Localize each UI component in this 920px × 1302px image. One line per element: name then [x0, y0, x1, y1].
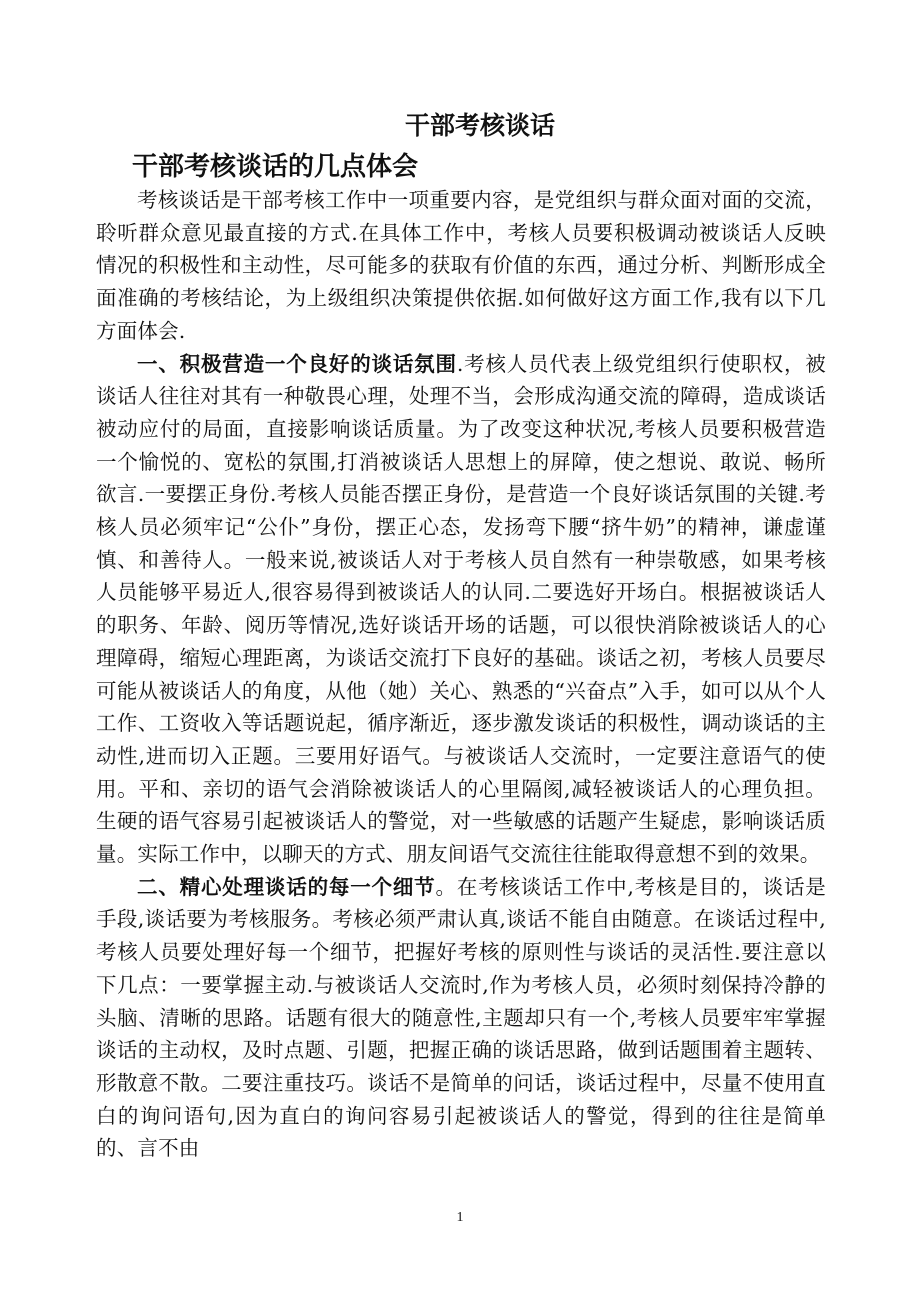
paragraph-intro [96, 184, 826, 348]
document-subtitle: 干部考核谈话的几点体会 [132, 152, 419, 182]
paragraph-text: 。在考核谈话工作中,考核是目的，谈话是手段,谈话要为考核服务。考核必须严肃认真,谈话不能自由随意。在谈话过程中,考核人员要处理好每一个细节，把握好考核的原则性与谈话的灵活性.要注意以下几点： [96, 874, 826, 997]
section-heading: 一、积极营造一个良好的谈话氛围 [137, 351, 457, 376]
paragraph-text: 考核谈话是干部考核工作中一项重要内容，是党组织与群众面对面的交流，聆听群众意见最直接的方式.在具体工作中，考核人员要积极调动被谈话人反映情况的积极性和主动性，尽可能多的获取有价值的东西，通过分析、判断形成全面准确的考核结论，为上级组织决策提供依据.如何做好这方面工作,我有以下几方面体会. [96, 188, 826, 343]
sub-point: 一要摆正身份 [144, 482, 270, 507]
page-number: 1 [456, 1210, 464, 1225]
sub-point: 三要用好语气 [294, 743, 423, 768]
paragraph-text: .考核人员能否摆正身份，是营造一个良好谈话氛围的关键.考核人员必须牢记“公仆”身份，摆正心态，发扬弯下腰“挤牛奶”的精神，谦虚谨慎、和善待人。一般来说,被谈话人对于考核人员自然有一种崇敬感，如果考核人员能够平易近人,很容易得到被谈话人的认同. [96, 482, 826, 605]
sub-point: 一要掌握主动 [180, 972, 307, 997]
document-body [96, 184, 826, 1165]
sub-point: 二要注重技巧 [221, 1070, 347, 1095]
paragraph-text: 。根据被谈话人的职务、年龄、阅历等情况,选好谈话开场的话题，可以很快消除被谈话人的心理障碍，缩短心理距离，为谈话交流打下良好的基础。谈话之初，考核人员要尽可能从被谈话人的角度，从他（她）关心、熟悉的“兴奋点”入手，如可以从个人工作、工资收入等话题说起，循序渐近，逐步激发谈话的积极性，调动谈话的主动性,进而切入正题。 [96, 580, 827, 768]
paragraph-section-2 [96, 871, 826, 1165]
paragraph-text: .考核人员代表上级党组织行使职权，被谈话人往往对其有一种敬畏心理，处理不当，会形成沟通交流的障碍，造成谈话被动应付的局面，直接影响谈话质量。为了改变这种状况,考核人员要积极营造一个愉悦的、宽松的氛围,打消被谈话人思想上的屏障，使之想说、敢说、畅所欲言. [96, 351, 827, 507]
paragraph-text: 。与被谈话人交流时，一定要注意语气的使用。平和、亲切的语气会消除被谈话人的心里隔阂,减轻被谈话人的心理负担。生硬的语气容易引起被谈话人的警觉，对一些敏感的话题产生疑虑，影响谈话质量。实际工作中，以聊天的方式、朋友间语气交流往往能取得意想不到的效果。 [96, 743, 826, 867]
document-title: 干部考核谈话 [404, 111, 555, 140]
paragraph-text: 。谈话不是简单的问话，谈话过程中，尽量不使用直白的询问语句,因为直白的询问容易引起被谈话人的警觉，得到的往往是简单的、言不由 [96, 1070, 826, 1161]
section-heading: 二、精心处理谈话的每一个细节 [137, 874, 436, 899]
sub-point: 二要选好开场白 [531, 580, 679, 605]
paragraph-text: .与被谈话人交流时,作为考核人员，必须时刻保持冷静的头脑、清晰的思路。话题有很大的随意性,主题却只有一个,考核人员要牢牢掌握谈话的主动权，及时点题、引题，把握正确的谈话思路，做到话题围着主题转、形散意不散。 [96, 972, 826, 1095]
paragraph-section-1 [96, 348, 826, 871]
